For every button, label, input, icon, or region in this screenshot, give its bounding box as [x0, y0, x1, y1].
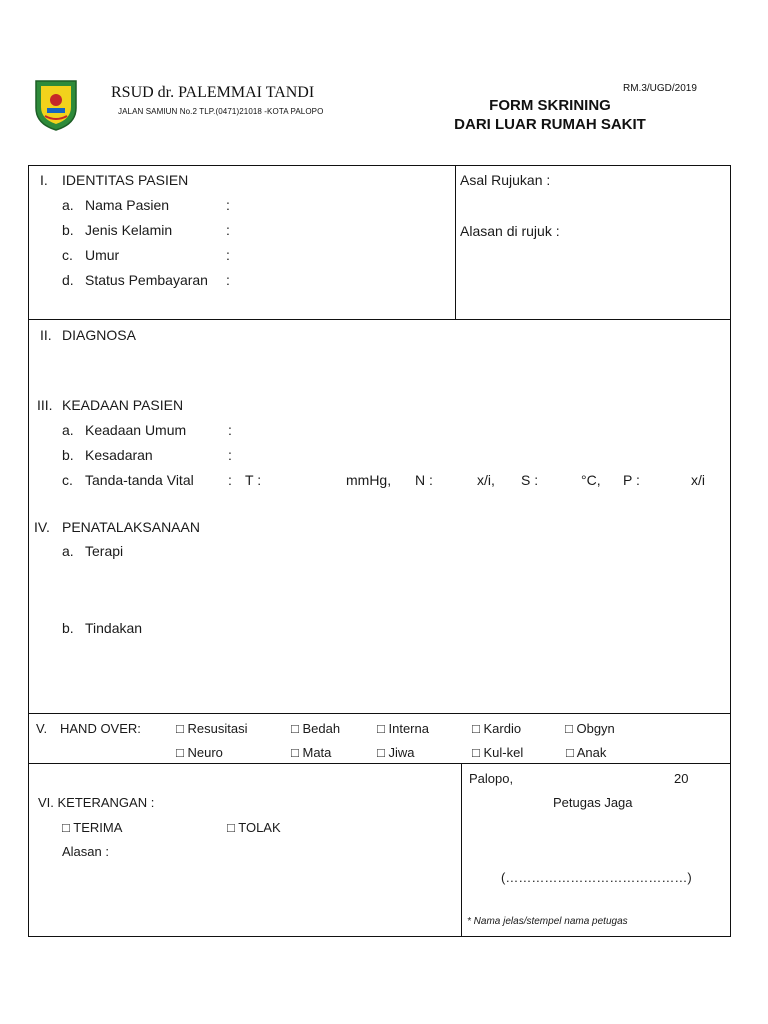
asal-rujukan-label: Asal Rujukan :: [460, 172, 551, 188]
col-divider-bottom: [461, 763, 462, 937]
checkbox-obgyn[interactable]: [565, 721, 615, 736]
field-label-terapi: Terapi: [85, 543, 124, 559]
checkbox-terima[interactable]: [62, 820, 122, 835]
checkbox-label: TERIMA: [73, 820, 123, 835]
section1-title: IDENTITAS PASIEN: [62, 172, 189, 188]
item-letter: a.: [62, 543, 74, 559]
field-label-umur: Umur: [85, 247, 120, 263]
field-colon: :: [226, 272, 230, 288]
alasan-label: Alasan :: [62, 844, 109, 859]
field-label-keadaan-umum: Keadaan Umum: [85, 422, 187, 438]
section3-number: III.: [37, 397, 53, 413]
checkbox-icon: □: [472, 721, 480, 736]
field-label-tanda-vital: Tanda-tanda Vital: [85, 472, 194, 488]
table-border-top: [28, 165, 731, 166]
vital-n-label: N :: [415, 472, 433, 488]
checkbox-interna[interactable]: [377, 721, 429, 736]
field-colon: :: [226, 197, 230, 213]
vital-t-label: T :: [245, 472, 262, 488]
signature-line: (……………………………………): [501, 870, 692, 885]
checkbox-label: Neuro: [187, 745, 223, 760]
vital-s-label: S :: [521, 472, 539, 488]
checkbox-label: TOLAK: [238, 820, 281, 835]
field-colon: :: [226, 222, 230, 238]
checkbox-icon: □: [377, 745, 385, 760]
field-colon: :: [228, 422, 232, 438]
alasan-dirujuk-label: Alasan di rujuk :: [460, 223, 560, 239]
checkbox-icon: □: [62, 820, 70, 835]
item-letter: b.: [62, 222, 74, 238]
field-colon: :: [226, 247, 230, 263]
checkbox-label: Resusitasi: [187, 721, 248, 736]
field-label-nama-pasien: Nama Pasien: [85, 197, 170, 213]
field-label-jenis-kelamin: Jenis Kelamin: [85, 222, 173, 238]
section1-number: I.: [40, 172, 48, 188]
checkbox-icon: □: [472, 745, 480, 760]
section4-number: IV.: [34, 519, 50, 535]
row-divider-1: [28, 319, 731, 320]
hospital-name: RSUD dr. PALEMMAI TANDI: [111, 84, 315, 101]
field-label-status-pembayaran: Status Pembayaran: [85, 272, 208, 288]
form-code: RM.3/UGD/2019: [623, 83, 697, 94]
hospital-address: JALAN SAMIUN No.2 TLP.(0471)21018 -KOTA PALOPO: [118, 107, 324, 116]
section5-number: V.: [36, 721, 48, 736]
hospital-logo: [33, 78, 79, 132]
vital-p-label: P :: [623, 472, 640, 488]
checkbox-bedah[interactable]: [291, 721, 340, 736]
row-divider-3: [28, 763, 731, 764]
section5-title: HAND OVER:: [60, 721, 141, 736]
year-label: 20: [674, 771, 689, 786]
field-colon: :: [228, 447, 232, 463]
petugas-jaga-label: Petugas Jaga: [553, 795, 633, 810]
checkbox-label: Jiwa: [388, 745, 415, 760]
checkbox-label: Kardio: [483, 721, 522, 736]
item-letter: c.: [62, 247, 73, 263]
checkbox-label: Interna: [388, 721, 429, 736]
table-border-bottom: [28, 936, 731, 937]
form-title-line1: FORM SKRINING: [489, 97, 611, 114]
item-letter: a.: [62, 422, 74, 438]
item-letter: d.: [62, 272, 74, 288]
checkbox-icon: □: [291, 745, 299, 760]
section6-title: VI. KETERANGAN :: [38, 795, 155, 810]
table-border-right: [730, 165, 731, 937]
checkbox-anak[interactable]: [566, 745, 606, 760]
checkbox-label: Kul-kel: [483, 745, 524, 760]
field-label-tindakan: Tindakan: [85, 620, 143, 636]
vital-xi-unit: x/i,: [477, 472, 495, 488]
form-title: [400, 96, 700, 134]
checkbox-neuro[interactable]: [176, 745, 223, 760]
checkbox-tolak[interactable]: [227, 820, 281, 835]
section2-number: II.: [40, 327, 52, 343]
checkbox-kul-kel[interactable]: [472, 745, 523, 760]
item-letter: a.: [62, 197, 74, 213]
checkbox-label: Anak: [576, 745, 607, 760]
footnote: * Nama jelas/stempel nama petugas: [467, 916, 628, 927]
table-border-left: [28, 165, 29, 937]
item-letter: b.: [62, 620, 74, 636]
section3-title: KEADAAN PASIEN: [62, 397, 184, 413]
checkbox-icon: □: [377, 721, 385, 736]
section2-title: DIAGNOSA: [62, 327, 136, 343]
vital-celsius-unit: °C,: [581, 472, 601, 488]
field-label-kesadaran: Kesadaran: [85, 447, 153, 463]
checkbox-jiwa[interactable]: [377, 745, 415, 760]
field-colon: :: [228, 472, 232, 488]
item-letter: c.: [62, 472, 73, 488]
section4-title: PENATALAKSANAAN: [62, 519, 200, 535]
vital-xi-unit: x/i: [691, 472, 705, 488]
checkbox-icon: □: [566, 745, 574, 760]
checkbox-mata[interactable]: [291, 745, 331, 760]
item-letter: b.: [62, 447, 74, 463]
col-divider-top: [455, 165, 456, 320]
checkbox-label: Obgyn: [576, 721, 615, 736]
checkbox-label: Bedah: [302, 721, 341, 736]
checkbox-resusitasi[interactable]: [176, 721, 247, 736]
checkbox-icon: □: [176, 721, 184, 736]
checkbox-kardio[interactable]: [472, 721, 521, 736]
checkbox-label: Mata: [302, 745, 332, 760]
row-divider-2: [28, 713, 731, 714]
form-title-line2: DARI LUAR RUMAH SAKIT: [454, 116, 646, 133]
checkbox-icon: □: [291, 721, 299, 736]
vital-mmhg-unit: mmHg,: [346, 472, 392, 488]
checkbox-icon: □: [176, 745, 184, 760]
checkbox-icon: □: [227, 820, 235, 835]
checkbox-icon: □: [565, 721, 573, 736]
place-label: Palopo,: [469, 771, 514, 786]
